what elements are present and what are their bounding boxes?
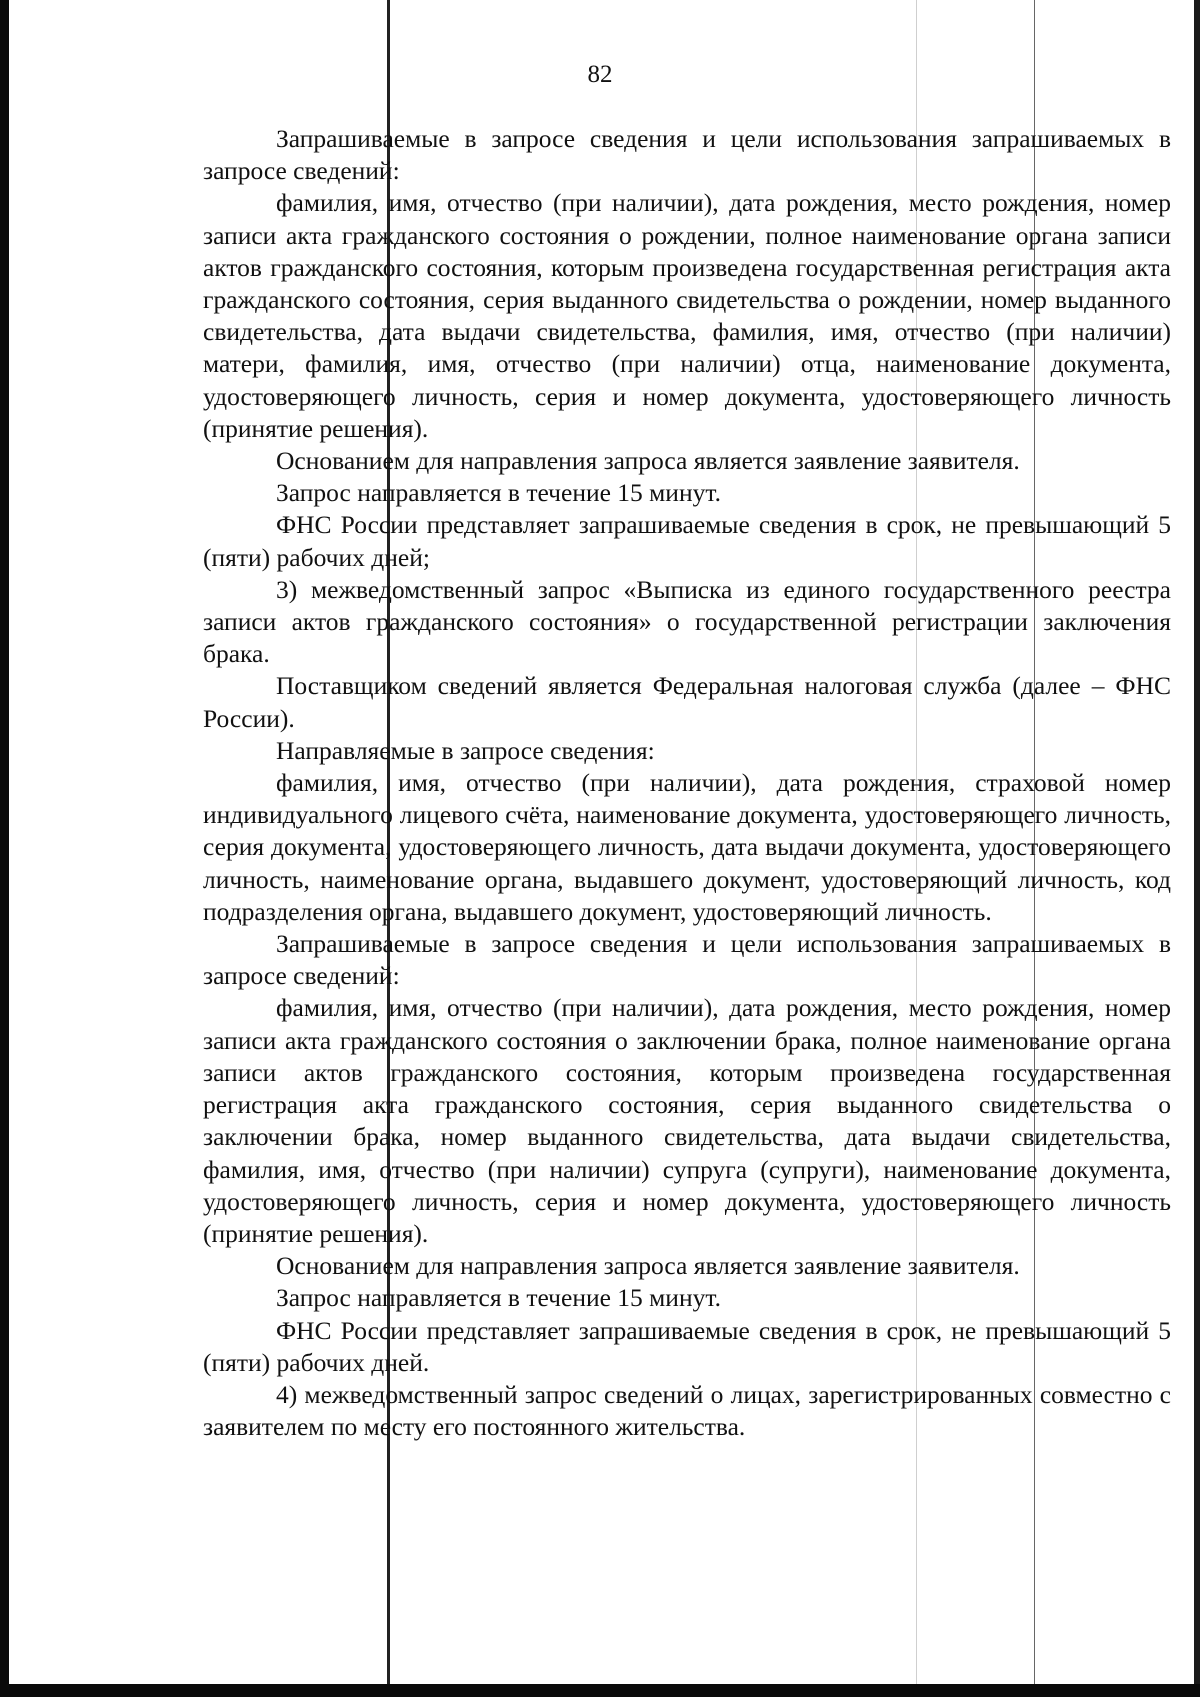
scan-border-left (0, 0, 9, 1697)
page-number: 82 (587, 61, 613, 88)
paragraph: 4) межведомственный запрос сведений о лицах, зарегистрированных совместно с заявителем по месту его постоянного жительства. (203, 1379, 1171, 1442)
paragraph: фамилия, имя, отчество (при наличии), дата рождения, страховой номер индивидуального лицевого счёта, наименование документа, удостоверяющего личность, серия документа, удостоверяющего личность, дата выдачи документа, удостоверяющего личность, наименование органа, выдавшего документ, удостоверяющий личность, код подразделения органа, выдавшего документ, удостоверяющий личность. (203, 768, 1171, 926)
paragraph: ФНС России представляет запрашиваемые сведения в срок, не превышающий 5 (пяти) рабочих дней; (203, 510, 1171, 572)
paragraph: Запрос направляется в течение 15 минут. (276, 1283, 721, 1313)
paragraph: фамилия, имя, отчество (при наличии), дата рождения, место рождения, номер записи акта гражданского состояния о рождении, полное наименование органа записи актов гражданского состояния, которым произведена государственная регистрация акта гражданского состояния, серия выданного свидетельства о рождении, номер выданного свидетельства, дата выдачи свидетельства, фамилия, имя, отчество (при наличии) матери, фамилия, имя, отчество (при наличии) отца, наименование документа, удостоверяющего личность, серия и номер документа, удостоверяющего личность (принятие решения). (203, 188, 1171, 443)
paragraph: Запрос направляется в течение 15 минут. (276, 478, 721, 508)
scan-border-bottom (0, 1684, 1200, 1697)
paragraph: фамилия, имя, отчество (при наличии), дата рождения, место рождения, номер записи акта гражданского состояния о заключении брака, полное наименование органа записи актов гражданского состояния, которым произведена государственная регистрация акта гражданского состояния, серия выданного свидетельства о заключении брака, номер выданного свидетельства, дата выдачи свидетельства, фамилия, имя, отчество (при наличии) супруга (супруги), наименование документа, удостоверяющего личность, серия и номер документа, удостоверяющего личность (принятие решения). (203, 993, 1171, 1248)
paragraph: Запрашиваемые в запросе сведения и цели использования запрашиваемых в запросе сведений: (203, 124, 1171, 186)
paragraph: 3) межведомственный запрос «Выписка из единого государственного реестра записи актов гражданского состояния» о государственной регистрации заключения брака. (203, 574, 1171, 669)
paragraph: Основанием для направления запроса является заявление заявителя. (276, 446, 1020, 476)
paragraph: Запрашиваемые в запросе сведения и цели использования запрашиваемых в запросе сведений: (203, 929, 1171, 991)
paragraph: Направляемые в запросе сведения: (276, 735, 655, 765)
scan-border-right (1194, 0, 1200, 1697)
paragraph: Основанием для направления запроса является заявление заявителя. (276, 1251, 1020, 1281)
paragraph: Поставщиком сведений является Федеральная налоговая служба (далее – ФНС России). (203, 671, 1171, 733)
paragraph: ФНС России представляет запрашиваемые сведения в срок, не превышающий 5 (пяти) рабочих дней. (203, 1315, 1171, 1377)
document-body (203, 123, 1171, 1443)
